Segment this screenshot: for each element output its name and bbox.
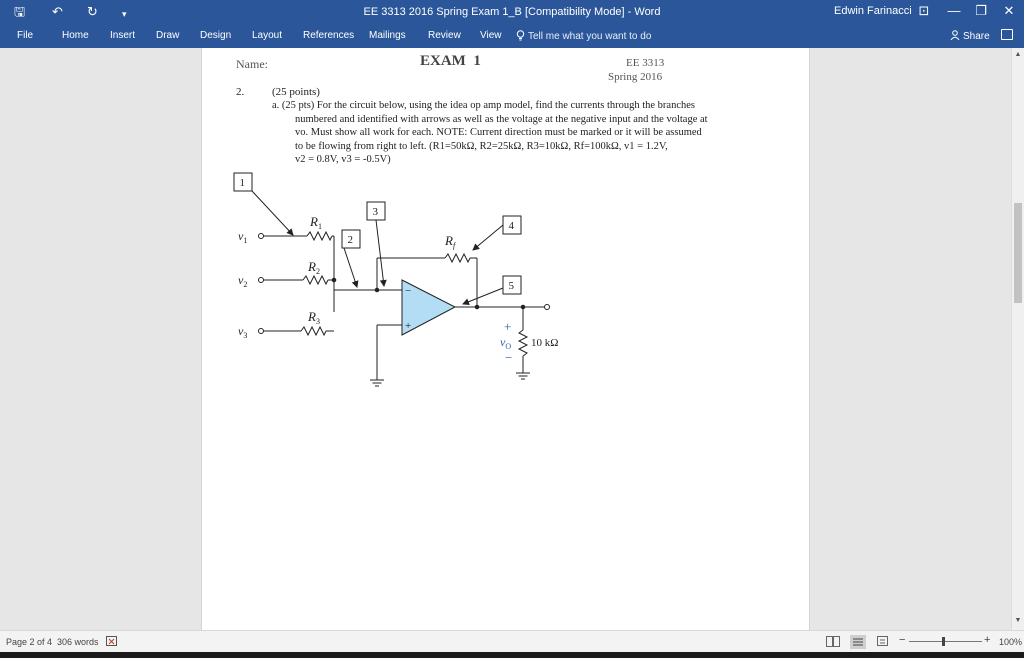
semester-label: Spring 2016	[608, 71, 663, 83]
r2-subscript: 2	[315, 267, 320, 276]
undo-icon[interactable]: ↶	[52, 4, 63, 19]
v3-subscript: 3	[243, 331, 248, 340]
tab-home[interactable]: Home	[62, 30, 89, 41]
v1-label: v	[238, 229, 244, 243]
r2-resistor	[303, 276, 328, 284]
r3-subscript: 3	[315, 317, 320, 326]
svg-text:vO	[500, 335, 511, 351]
tell-me-search[interactable]	[516, 30, 651, 42]
arrow-1	[252, 191, 293, 235]
document-title: EE 3313 2016 Spring Exam 1_B [Compatibility Mode] - Word	[363, 6, 661, 18]
tab-view[interactable]: View	[480, 30, 502, 41]
tab-draw[interactable]: Draw	[156, 30, 180, 41]
question-number: 2.	[236, 86, 245, 98]
v1-subscript: 1	[243, 236, 248, 245]
tab-design[interactable]: Design	[200, 30, 232, 41]
v2-terminal	[259, 278, 264, 283]
question-line: a. (25 pts) For the circuit below, using the idea op amp model, find the currents through the branches	[272, 100, 695, 111]
zoom-slider-track[interactable]	[909, 641, 982, 642]
r3-label: R	[308, 309, 316, 324]
ribbon-display-options-icon[interactable]: ⊡	[918, 3, 930, 18]
restore-button[interactable]: ❐	[975, 3, 987, 18]
zoom-in-button[interactable]: +	[984, 634, 991, 646]
vo-minus-sign: −	[505, 350, 513, 365]
r1-label: R	[310, 214, 318, 229]
comment-icon[interactable]	[1001, 29, 1013, 40]
vo-label: v	[500, 335, 506, 349]
read-mode-icon[interactable]	[826, 636, 840, 647]
r2-label: R	[308, 259, 316, 274]
svg-text:R2	[307, 259, 320, 276]
svg-text:Rf	[444, 233, 457, 250]
zoom-out-button[interactable]: −	[899, 634, 906, 646]
tell-me-placeholder: Tell me what you want to do	[528, 31, 652, 42]
document-page[interactable]	[201, 48, 810, 630]
question-points: (25 points)	[272, 86, 320, 98]
arrow-4	[473, 225, 503, 250]
rf-subscript: f	[452, 241, 456, 250]
v1-terminal	[259, 234, 264, 239]
taskbar-edge	[0, 652, 1024, 658]
opamp-minus-sign: −	[405, 285, 412, 297]
tab-insert[interactable]: Insert	[110, 30, 136, 41]
rf-label: R	[445, 233, 453, 248]
zoom-level[interactable]: 100%	[999, 637, 1023, 647]
branch-label-2: 2	[347, 234, 353, 246]
arrow-2	[344, 248, 357, 287]
branch-label-5: 5	[508, 280, 514, 292]
exam-title: EXAM 1	[420, 53, 481, 69]
r3-resistor	[301, 327, 326, 335]
rf-resistor	[445, 254, 470, 262]
tab-review[interactable]: Review	[428, 30, 461, 41]
ribbon-tab-bar	[0, 24, 1024, 48]
tab-references[interactable]: References	[303, 30, 355, 41]
name-label: Name:	[236, 57, 268, 71]
close-button[interactable]: ✕	[1003, 3, 1015, 18]
title-bar	[0, 0, 1024, 24]
zoom-slider-thumb[interactable]	[942, 637, 945, 646]
v3-label: v	[238, 324, 244, 338]
vo-plus-sign: +	[504, 319, 512, 334]
customize-quick-access-icon[interactable]: ▾	[122, 9, 127, 19]
load-resistor-label: 10 kΩ	[531, 337, 559, 349]
minimize-button[interactable]: —	[947, 3, 961, 18]
tab-file[interactable]: File	[17, 30, 34, 41]
question-line: numbered and identified with arrows as well as the voltage at the negative input and the voltage at	[295, 113, 708, 125]
question-line: v2 = 0.8V, v3 = -0.5V)	[295, 154, 391, 166]
svg-text:v1	[238, 229, 247, 245]
vo-terminal	[545, 305, 550, 310]
load-resistor	[519, 330, 527, 356]
svg-text:v3	[238, 324, 247, 340]
word-count[interactable]: 306 words	[57, 637, 99, 647]
v2-label: v	[238, 273, 244, 287]
svg-text:v2	[238, 273, 247, 289]
tab-layout[interactable]: Layout	[252, 30, 283, 41]
redo-icon[interactable]: ↻	[87, 4, 98, 19]
branch-label-4: 4	[508, 220, 514, 232]
opamp-plus-sign: +	[405, 320, 412, 332]
proofing-icon[interactable]	[106, 636, 118, 647]
lightbulb-icon	[516, 30, 525, 41]
svg-text:R1	[309, 214, 322, 231]
person-icon	[950, 30, 960, 40]
scroll-thumb[interactable]	[1014, 203, 1022, 303]
scroll-down-icon[interactable]: ▼	[1014, 617, 1022, 624]
scroll-up-icon[interactable]: ▲	[1014, 51, 1022, 58]
v2-subscript: 2	[243, 280, 248, 289]
svg-text:R3	[307, 309, 320, 326]
print-layout-icon[interactable]	[850, 635, 866, 649]
question-text	[272, 99, 708, 167]
share-label: Share	[963, 31, 990, 42]
branch-label-3: 3	[372, 206, 378, 218]
r1-subscript: 1	[317, 222, 322, 231]
branch-label-1: 1	[239, 177, 245, 189]
save-icon[interactable]: 🖫	[14, 4, 26, 19]
vertical-scrollbar[interactable]	[1011, 48, 1024, 630]
status-bar	[0, 630, 1024, 652]
arrow-5	[463, 288, 503, 304]
share-button[interactable]	[950, 30, 990, 42]
user-name[interactable]: Edwin Farinacci	[834, 5, 912, 17]
tab-mailings[interactable]: Mailings	[369, 30, 406, 41]
vo-subscript: O	[505, 342, 512, 351]
v3-terminal	[259, 329, 264, 334]
page-count[interactable]: Page 2 of 4	[6, 637, 53, 647]
web-layout-icon[interactable]	[877, 636, 891, 647]
question-line: to be flowing from right to left. (R1=50kΩ, R2=25kΩ, R3=10kΩ, Rf=100kΩ, v1 = 1.2V,	[295, 140, 668, 152]
question-line: vo. Must show all work for each. NOTE: Current direction must be marked or it will be assumed	[295, 127, 702, 139]
r1-resistor	[307, 232, 332, 240]
document-canvas[interactable]	[0, 48, 1011, 630]
course-label: EE 3313	[626, 57, 665, 69]
circuit-diagram	[227, 172, 567, 392]
